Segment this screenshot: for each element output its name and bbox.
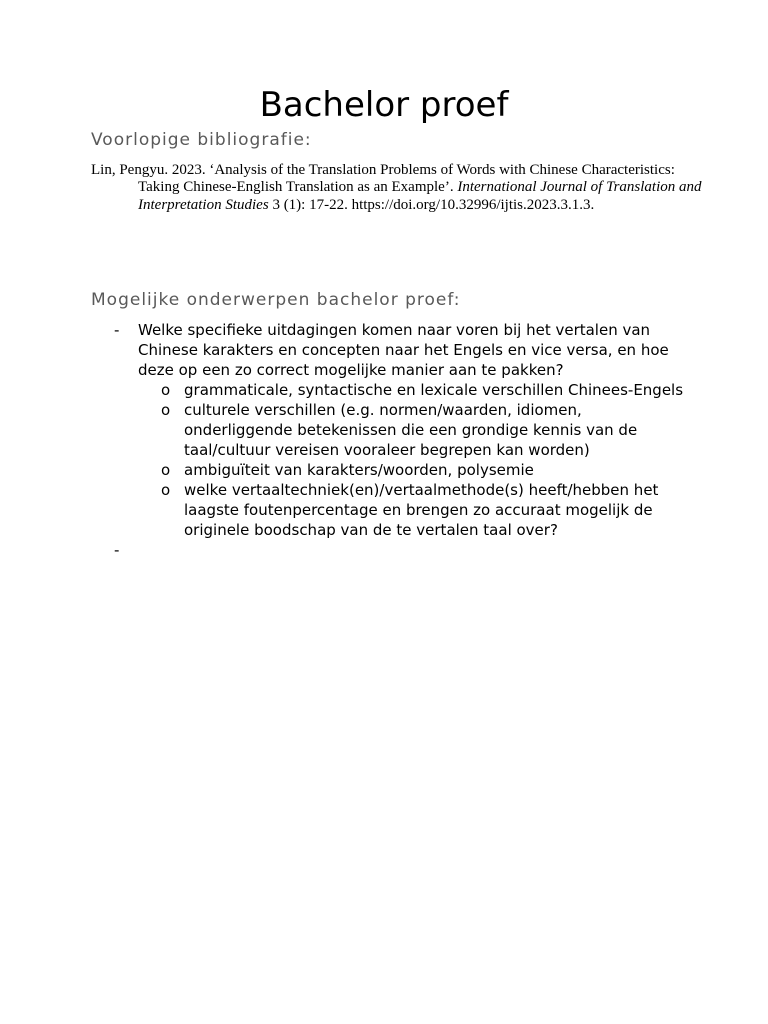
sub-item-text: grammaticale, syntactische en lexicale verschillen Chinees-Engels bbox=[184, 381, 684, 399]
topics-list bbox=[91, 320, 691, 560]
dash-bullet: - bbox=[114, 541, 120, 559]
topics-heading: Mogelijke onderwerpen bachelor proef: bbox=[91, 290, 461, 310]
circle-bullet: o bbox=[161, 461, 171, 479]
circle-bullet: o bbox=[161, 381, 171, 399]
topic-main-text: Welke specifieke uitdagingen komen naar voren bij het vertalen van Chinese karakters en concepten naar het Engels en vice versa, en hoe deze op een zo correct mogelijke manier aan te pakken? bbox=[138, 321, 669, 379]
list-item bbox=[91, 540, 691, 560]
sub-list-item bbox=[91, 480, 691, 540]
circle-bullet: o bbox=[161, 401, 171, 419]
sub-item-text: ambiguïteit van karakters/woorden, polysemie bbox=[184, 461, 534, 479]
sub-list-item bbox=[91, 400, 691, 460]
sub-item-text: culturele verschillen (e.g. normen/waarden, idiomen, onderliggende betekenissen die een grondige kennis van de taal/cultuur vereisen vooraleer begrepen kan worden) bbox=[184, 401, 638, 459]
bibliography-journal: International Journal of Translation and Interpretation Studies bbox=[138, 179, 702, 213]
bibliography-entry-text: Lin, Pengyu. 2023. ‘Analysis of the Translation Problems of Words with Chinese Characteristics: Taking Chinese-English Translation as an Example’. bbox=[91, 162, 675, 196]
sub-list-item bbox=[91, 380, 691, 400]
bibliography-heading: Voorlopige bibliografie: bbox=[91, 130, 312, 150]
bibliography-entry-details: 3 (1): 17-22. https://doi.org/10.32996/ijtis.2023.3.1.3. bbox=[268, 196, 595, 213]
sub-item-text: welke vertaaltechniek(en)/vertaalmethode(s) heeft/hebben het laagste foutenpercentage en brengen zo accuraat mogelijk de originele boodschap van de te vertalen taal over? bbox=[184, 481, 659, 539]
document-title: Bachelor proef bbox=[259, 85, 509, 125]
bibliography-entry bbox=[91, 162, 708, 214]
dash-bullet: - bbox=[114, 321, 120, 339]
list-item bbox=[91, 320, 691, 380]
circle-bullet: o bbox=[161, 481, 171, 499]
sub-list-item bbox=[91, 460, 691, 480]
